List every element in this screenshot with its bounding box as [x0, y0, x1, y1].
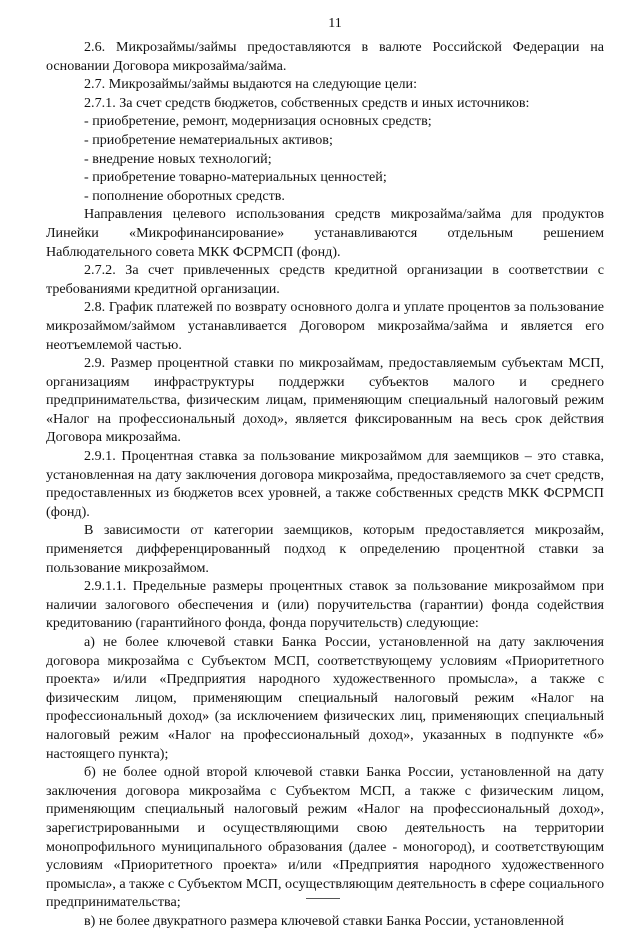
- paragraph-2-9-1: 2.9.1. Процентная ставка за пользование микрозаймом для заемщиков – это ставка, установленная на дату заключения договора микрозайма, предоставляемого за счет средств, предоставленных из бюджетов всех уровней, а также собственных средств МКК ФСРМСП (фонд).: [46, 448, 604, 520]
- paragraph-item-v: в) не более двукратного размера ключевой ставки Банка России, установленной: [84, 912, 564, 929]
- page-number: 11: [328, 16, 342, 31]
- list-item: - внедрение новых технологий;: [84, 150, 272, 167]
- paragraph-2-9: 2.9. Размер процентной ставки по микрозаймам, предоставляемым субъектам МСП, организациям инфраструктуры поддержки субъектов малого и среднего предпринимательства, физическим лицам, применяющим специальный налоговый режим «Налог на профессиональный доход», является фиксированным на весь срок действия Договора микрозайма.: [46, 355, 604, 446]
- page-bottom-mark: [306, 898, 340, 899]
- list-item: - пополнение оборотных средств.: [84, 187, 285, 204]
- paragraph-item-a: а) не более ключевой ставки Банка России, установленной на дату заключения договора микрозайма с Субъектом МСП, соответствующему условиям «Приоритетного проекта» и/или «Предприятия народного художественного промысла», а также с физическим лицом, применяющим специальный налоговый режим «Налог на профессиональный доход» (за исключением физических лиц, применяющих специальный налоговый режим «Налог на профессиональный доход», указанных в подпункте «б» настоящего пункта);: [46, 634, 604, 762]
- paragraph-2-7-2: 2.7.2. За счет привлеченных средств кредитной организации в соответствии с требованиями кредитной организации.: [46, 262, 604, 297]
- list-item: - приобретение товарно-материальных ценностей;: [84, 169, 387, 186]
- document-body: [46, 38, 604, 931]
- list-item: - приобретение нематериальных активов;: [84, 131, 333, 148]
- paragraph-target-use: Направления целевого использования средств микрозайма/займа для продуктов Линейки «Микрофинансирование» устанавливаются отдельным решением Наблюдательного совета МКК ФСРМСП (фонд).: [46, 206, 604, 260]
- paragraph-2-6: 2.6. Микрозаймы/займы предоставляются в валюте Российской Федерации на основании Договора микрозайма/займа.: [46, 39, 604, 74]
- paragraph-2-7-1: 2.7.1. За счет средств бюджетов, собственных средств и иных источников:: [84, 94, 530, 111]
- paragraph-2-8: 2.8. График платежей по возврату основного долга и уплате процентов за пользование микрозаймом/займом устанавливается Договором микрозайма/займа и является его неотъемлемой частью.: [46, 299, 604, 353]
- list-item: - приобретение, ремонт, модернизация основных средств;: [84, 113, 432, 130]
- paragraph-item-b: б) не более одной второй ключевой ставки Банка России, установленной на дату заключения договора микрозайма с Субъектом МСП, а также с физическим лицом, применяющим специальный налоговый режим «Налог на профессиональный доход», зарегистрированными и осуществляющими свою деятельность на территории монопрофильного муниципального образования (далее - моногород), и соответствующим условиям «Приоритетного проекта» и/или «Предприятия народного художественного промысла», а также с Субъектом МСП, осуществляющим деятельность в сфере социального предпринимательства;: [46, 764, 604, 911]
- paragraph-differentiated-approach: В зависимости от категории заемщиков, которым предоставляется микрозайм, применяется дифференцированный подход к определению процентной ставки за пользование микрозаймом.: [46, 522, 604, 576]
- paragraph-2-7: 2.7. Микрозаймы/займы выдаются на следующие цели:: [84, 76, 417, 93]
- paragraph-2-9-1-1: 2.9.1.1. Предельные размеры процентных ставок за пользование микрозаймом при наличии залогового обеспечения и (или) поручительства (гарантии) фонда содействия кредитованию (гарантийного фонда, фонда поручительств) следующие:: [46, 578, 604, 632]
